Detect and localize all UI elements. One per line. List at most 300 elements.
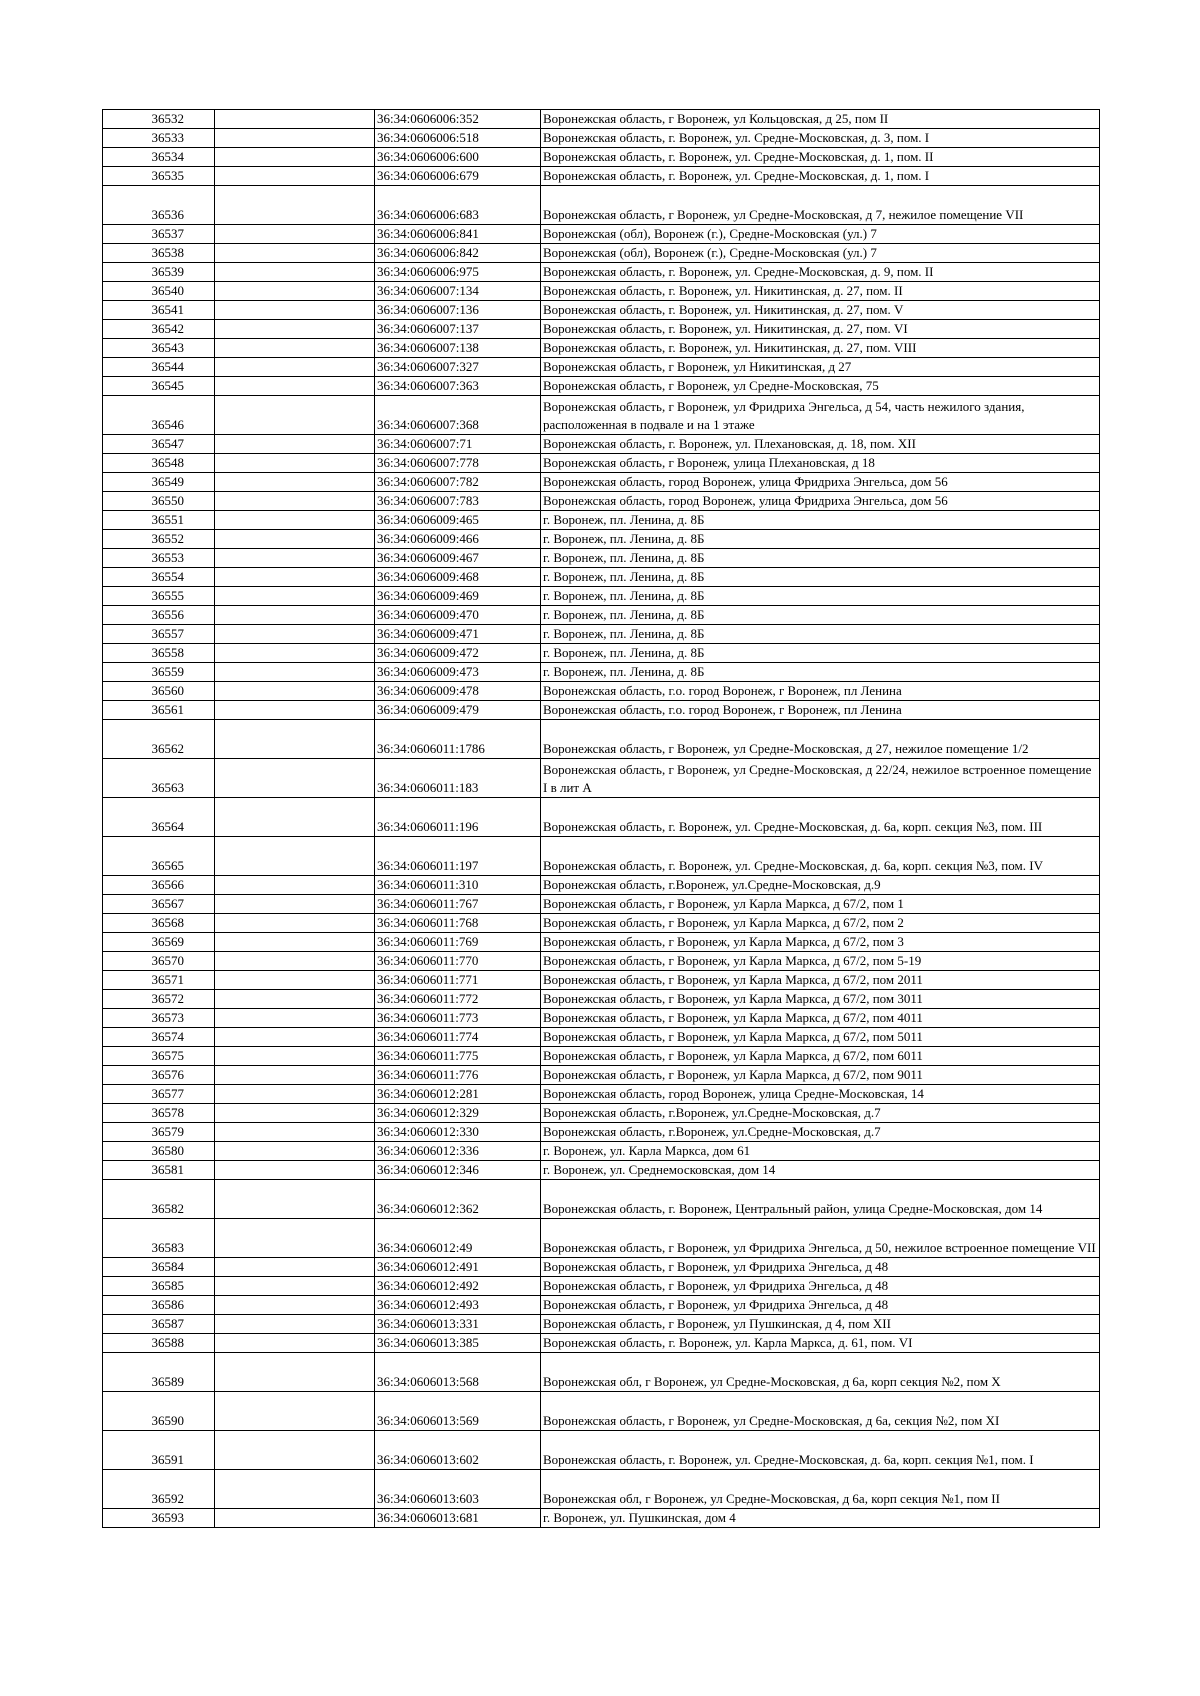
cadastral-number-cell: 36:34:0606009:478 [375,682,541,701]
address-cell: г. Воронеж, пл. Ленина, д. 8Б [541,549,1100,568]
address-cell: Воронежская область, г Воронеж, ул Карла Маркса, д 67/2, пом 3 [541,933,1100,952]
table-row [103,1296,1100,1315]
empty-cell [215,282,375,301]
row-number-cell: 36582 [103,1180,215,1219]
table-row [103,1180,1100,1219]
cadastral-number-cell: 36:34:0606006:975 [375,263,541,282]
row-number-cell: 36561 [103,701,215,720]
empty-cell [215,129,375,148]
table-row [103,1334,1100,1353]
cadastral-number-cell: 36:34:0606012:336 [375,1142,541,1161]
table-row [103,454,1100,473]
row-number-cell: 36550 [103,492,215,511]
table-row [103,644,1100,663]
empty-cell [215,606,375,625]
row-number-cell: 36571 [103,971,215,990]
address-cell: г. Воронеж, ул. Карла Маркса, дом 61 [541,1142,1100,1161]
table-row [103,473,1100,492]
empty-cell [215,244,375,263]
row-number-cell: 36541 [103,301,215,320]
row-number-cell: 36567 [103,895,215,914]
row-number-cell: 36583 [103,1219,215,1258]
address-cell: Воронежская область, г. Воронеж, ул. Никитинская, д. 27, пом. VIII [541,339,1100,358]
cadastral-number-cell: 36:34:0606011:775 [375,1047,541,1066]
row-number-cell: 36540 [103,282,215,301]
cadastral-number-cell: 36:34:0606009:479 [375,701,541,720]
row-number-cell: 36566 [103,876,215,895]
empty-cell [215,1085,375,1104]
table-row [103,895,1100,914]
address-cell: Воронежская область, г. Воронеж, ул. Никитинская, д. 27, пом. II [541,282,1100,301]
address-cell: Воронежская область, г.о. город Воронеж, г Воронеж, пл Ленина [541,701,1100,720]
table-row [103,1104,1100,1123]
cadastral-number-cell: 36:34:0606006:352 [375,110,541,129]
empty-cell [215,511,375,530]
empty-cell [215,1277,375,1296]
address-cell: Воронежская обл, г Воронеж, ул Средне-Московская, д 6а, корп секция №2, пом X [541,1353,1100,1392]
empty-cell [215,990,375,1009]
address-cell: г. Воронеж, пл. Ленина, д. 8Б [541,511,1100,530]
cadastral-number-cell: 36:34:0606006:841 [375,225,541,244]
cadastral-number-cell: 36:34:0606011:767 [375,895,541,914]
row-number-cell: 36546 [103,396,215,435]
row-number-cell: 36555 [103,587,215,606]
cadastral-number-cell: 36:34:0606009:469 [375,587,541,606]
table-row [103,1353,1100,1392]
cadastral-number-cell: 36:34:0606007:327 [375,358,541,377]
row-number-cell: 36564 [103,798,215,837]
empty-cell [215,1123,375,1142]
cadastral-number-cell: 36:34:0606011:772 [375,990,541,1009]
empty-cell [215,225,375,244]
address-cell: Воронежская область, г. Воронеж, ул. Карла Маркса, д. 61, пом. VI [541,1334,1100,1353]
cadastral-number-cell: 36:34:0606007:134 [375,282,541,301]
row-number-cell: 36585 [103,1277,215,1296]
cadastral-number-cell: 36:34:0606011:770 [375,952,541,971]
table-row [103,568,1100,587]
cadastral-number-cell: 36:34:0606013:568 [375,1353,541,1392]
empty-cell [215,1353,375,1392]
address-cell: Воронежская область, г Воронеж, ул Карла Маркса, д 67/2, пом 3011 [541,990,1100,1009]
address-cell: Воронежская область, г. Воронеж, ул. Средне-Московская, д. 3, пом. I [541,129,1100,148]
cadastral-number-cell: 36:34:0606012:492 [375,1277,541,1296]
cadastral-number-cell: 36:34:0606007:778 [375,454,541,473]
cadastral-number-cell: 36:34:0606011:1786 [375,720,541,759]
address-cell: Воронежская область, г Воронеж, ул Средне-Московская, д 7, нежилое помещение VII [541,186,1100,225]
document-page [102,109,1099,1528]
cadastral-number-cell: 36:34:0606009:465 [375,511,541,530]
table-row [103,1009,1100,1028]
address-cell: Воронежская область, г. Воронеж, Центральный район, улица Средне-Московская, дом 14 [541,1180,1100,1219]
cadastral-number-cell: 36:34:0606009:470 [375,606,541,625]
empty-cell [215,759,375,798]
row-number-cell: 36539 [103,263,215,282]
address-cell: Воронежская область, г Воронеж, ул Пушкинская, д 4, пом XII [541,1315,1100,1334]
empty-cell [215,473,375,492]
row-number-cell: 36534 [103,148,215,167]
table-row [103,339,1100,358]
empty-cell [215,1296,375,1315]
cadastral-number-cell: 36:34:0606007:782 [375,473,541,492]
row-number-cell: 36548 [103,454,215,473]
empty-cell [215,1431,375,1470]
empty-cell [215,358,375,377]
row-number-cell: 36563 [103,759,215,798]
address-cell: Воронежская область, г. Воронеж, ул. Средне-Московская, д. 6а, корп. секция №3, пом. IV [541,837,1100,876]
address-cell: Воронежская область, г Воронеж, ул Карла Маркса, д 67/2, пом 2 [541,914,1100,933]
row-number-cell: 36574 [103,1028,215,1047]
cadastral-number-cell: 36:34:0606009:472 [375,644,541,663]
empty-cell [215,1470,375,1509]
address-cell: г. Воронеж, пл. Ленина, д. 8Б [541,625,1100,644]
empty-cell [215,1009,375,1028]
table-row [103,1258,1100,1277]
address-cell: Воронежская область, г. Воронеж, ул. Никитинская, д. 27, пом. VI [541,320,1100,339]
row-number-cell: 36591 [103,1431,215,1470]
empty-cell [215,876,375,895]
row-number-cell: 36581 [103,1161,215,1180]
empty-cell [215,1066,375,1085]
table-row [103,435,1100,454]
address-cell: Воронежская область, г. Воронеж, ул. Никитинская, д. 27, пом. V [541,301,1100,320]
table-row [103,1219,1100,1258]
address-cell: г. Воронеж, пл. Ленина, д. 8Б [541,606,1100,625]
row-number-cell: 36542 [103,320,215,339]
cadastral-number-cell: 36:34:0606011:197 [375,837,541,876]
table-row [103,1028,1100,1047]
row-number-cell: 36551 [103,511,215,530]
address-cell: Воронежская область, г. Воронеж, ул. Средне-Московская, д. 1, пом. II [541,148,1100,167]
row-number-cell: 36568 [103,914,215,933]
table-row [103,110,1100,129]
row-number-cell: 36556 [103,606,215,625]
table-row [103,798,1100,837]
row-number-cell: 36549 [103,473,215,492]
empty-cell [215,1047,375,1066]
cadastral-number-cell: 36:34:0606007:136 [375,301,541,320]
empty-cell [215,339,375,358]
table-row [103,952,1100,971]
address-cell: Воронежская обл, г Воронеж, ул Средне-Московская, д 6а, корп секция №1, пом II [541,1470,1100,1509]
empty-cell [215,1180,375,1219]
cadastral-number-cell: 36:34:0606011:310 [375,876,541,895]
address-cell: Воронежская область, г.о. город Воронеж, г Воронеж, пл Ленина [541,682,1100,701]
row-number-cell: 36552 [103,530,215,549]
property-table-body [103,110,1100,1528]
table-row [103,914,1100,933]
row-number-cell: 36569 [103,933,215,952]
cadastral-number-cell: 36:34:0606011:773 [375,1009,541,1028]
table-row [103,1085,1100,1104]
address-cell: Воронежская область, г. Воронеж, ул. Средне-Московская, д. 6а, корп. секция №1, пом. I [541,1431,1100,1470]
empty-cell [215,895,375,914]
table-row [103,933,1100,952]
row-number-cell: 36593 [103,1509,215,1528]
table-row [103,549,1100,568]
cadastral-number-cell: 36:34:0606011:769 [375,933,541,952]
table-row [103,186,1100,225]
row-number-cell: 36589 [103,1353,215,1392]
empty-cell [215,148,375,167]
address-cell: г. Воронеж, пл. Ленина, д. 8Б [541,663,1100,682]
empty-cell [215,377,375,396]
table-row [103,1142,1100,1161]
address-cell: г. Воронеж, пл. Ленина, д. 8Б [541,530,1100,549]
empty-cell [215,952,375,971]
table-row [103,492,1100,511]
table-row [103,1392,1100,1431]
empty-cell [215,530,375,549]
empty-cell [215,435,375,454]
cadastral-number-cell: 36:34:0606007:783 [375,492,541,511]
empty-cell [215,1142,375,1161]
row-number-cell: 36537 [103,225,215,244]
row-number-cell: 36532 [103,110,215,129]
address-cell: г. Воронеж, пл. Ленина, д. 8Б [541,644,1100,663]
address-cell: Воронежская (обл), Воронеж (г.), Средне-Московская (ул.) 7 [541,244,1100,263]
cadastral-number-cell: 36:34:0606011:768 [375,914,541,933]
address-cell: Воронежская область, г Воронеж, ул Фридриха Энгельса, д 48 [541,1258,1100,1277]
row-number-cell: 36535 [103,167,215,186]
address-cell: Воронежская область, г Воронеж, улица Плехановская, д 18 [541,454,1100,473]
address-cell: Воронежская область, г Воронеж, ул Кольцовская, д 25, пом II [541,110,1100,129]
address-cell: Воронежская область, г Воронеж, ул Средне-Московская, д 27, нежилое помещение 1/2 [541,720,1100,759]
address-cell: Воронежская область, г Воронеж, ул Средне-Московская, 75 [541,377,1100,396]
cadastral-number-cell: 36:34:0606011:774 [375,1028,541,1047]
row-number-cell: 36576 [103,1066,215,1085]
table-row [103,225,1100,244]
address-cell: Воронежская область, город Воронеж, улица Фридриха Энгельса, дом 56 [541,473,1100,492]
address-cell: Воронежская область, г Воронеж, ул Карла Маркса, д 67/2, пом 6011 [541,1047,1100,1066]
table-row [103,990,1100,1009]
table-row [103,282,1100,301]
table-row [103,876,1100,895]
table-row [103,377,1100,396]
address-cell: Воронежская область, г Воронеж, ул Фридриха Энгельса, д 48 [541,1296,1100,1315]
address-cell: г. Воронеж, пл. Ленина, д. 8Б [541,568,1100,587]
table-row [103,301,1100,320]
empty-cell [215,110,375,129]
cadastral-number-cell: 36:34:0606012:346 [375,1161,541,1180]
address-cell: Воронежская область, г.Воронеж, ул.Средне-Московская, д.7 [541,1123,1100,1142]
cadastral-number-cell: 36:34:0606012:49 [375,1219,541,1258]
cadastral-number-cell: 36:34:0606012:491 [375,1258,541,1277]
table-row [103,263,1100,282]
cadastral-number-cell: 36:34:0606006:683 [375,186,541,225]
table-row [103,663,1100,682]
table-row [103,1509,1100,1528]
address-cell: г. Воронеж, ул. Среднемосковская, дом 14 [541,1161,1100,1180]
row-number-cell: 36553 [103,549,215,568]
empty-cell [215,644,375,663]
cadastral-number-cell: 36:34:0606006:842 [375,244,541,263]
row-number-cell: 36592 [103,1470,215,1509]
cadastral-number-cell: 36:34:0606013:331 [375,1315,541,1334]
empty-cell [215,587,375,606]
address-cell: Воронежская область, г Воронеж, ул Карла Маркса, д 67/2, пом 9011 [541,1066,1100,1085]
empty-cell [215,1028,375,1047]
table-row [103,1161,1100,1180]
table-row [103,396,1100,435]
address-cell: г. Воронеж, ул. Пушкинская, дом 4 [541,1509,1100,1528]
table-row [103,530,1100,549]
empty-cell [215,492,375,511]
empty-cell [215,1104,375,1123]
empty-cell [215,396,375,435]
row-number-cell: 36573 [103,1009,215,1028]
row-number-cell: 36584 [103,1258,215,1277]
cadastral-number-cell: 36:34:0606012:281 [375,1085,541,1104]
row-number-cell: 36577 [103,1085,215,1104]
row-number-cell: 36579 [103,1123,215,1142]
address-cell: Воронежская область, г.Воронеж, ул.Средне-Московская, д.9 [541,876,1100,895]
row-number-cell: 36558 [103,644,215,663]
row-number-cell: 36575 [103,1047,215,1066]
row-number-cell: 36580 [103,1142,215,1161]
row-number-cell: 36544 [103,358,215,377]
cadastral-number-cell: 36:34:0606013:569 [375,1392,541,1431]
empty-cell [215,1334,375,1353]
table-row [103,129,1100,148]
table-row [103,837,1100,876]
cadastral-number-cell: 36:34:0606012:329 [375,1104,541,1123]
address-cell: Воронежская область, г Воронеж, ул Средне-Московская, д 22/24, нежилое встроенное помещение I в лит А [541,759,1100,798]
cadastral-number-cell: 36:34:0606013:603 [375,1470,541,1509]
empty-cell [215,320,375,339]
table-row [103,1277,1100,1296]
row-number-cell: 36543 [103,339,215,358]
address-cell: Воронежская область, г Воронеж, ул Карла Маркса, д 67/2, пом 1 [541,895,1100,914]
table-row [103,720,1100,759]
empty-cell [215,568,375,587]
row-number-cell: 36587 [103,1315,215,1334]
row-number-cell: 36538 [103,244,215,263]
table-row [103,148,1100,167]
empty-cell [215,701,375,720]
empty-cell [215,1509,375,1528]
empty-cell [215,663,375,682]
address-cell: Воронежская область, г. Воронеж, ул. Средне-Московская, д. 9, пом. II [541,263,1100,282]
cadastral-number-cell: 36:34:0606011:771 [375,971,541,990]
cadastral-number-cell: 36:34:0606013:385 [375,1334,541,1353]
cadastral-number-cell: 36:34:0606009:467 [375,549,541,568]
address-cell: Воронежская область, г Воронеж, ул Никитинская, д 27 [541,358,1100,377]
table-row [103,759,1100,798]
empty-cell [215,454,375,473]
address-cell: Воронежская область, г Воронеж, ул Карла Маркса, д 67/2, пом 4011 [541,1009,1100,1028]
empty-cell [215,682,375,701]
row-number-cell: 36533 [103,129,215,148]
table-row [103,701,1100,720]
empty-cell [215,549,375,568]
cadastral-number-cell: 36:34:0606007:71 [375,435,541,454]
row-number-cell: 36570 [103,952,215,971]
table-row [103,625,1100,644]
cadastral-number-cell: 36:34:0606011:776 [375,1066,541,1085]
table-row [103,587,1100,606]
cadastral-number-cell: 36:34:0606009:466 [375,530,541,549]
address-cell: Воронежская (обл), Воронеж (г.), Средне-Московская (ул.) 7 [541,225,1100,244]
empty-cell [215,837,375,876]
address-cell: Воронежская область, г Воронеж, ул Фридриха Энгельса, д 54, часть нежилого здания, расположенная в подвале и на 1 этаже [541,396,1100,435]
table-row [103,320,1100,339]
cadastral-number-cell: 36:34:0606007:368 [375,396,541,435]
address-cell: Воронежская область, г. Воронеж, ул. Средне-Московская, д. 6а, корп. секция №3, пом. III [541,798,1100,837]
address-cell: Воронежская область, г Воронеж, ул Карла Маркса, д 67/2, пом 5-19 [541,952,1100,971]
row-number-cell: 36578 [103,1104,215,1123]
empty-cell [215,1315,375,1334]
empty-cell [215,971,375,990]
table-row [103,971,1100,990]
row-number-cell: 36554 [103,568,215,587]
table-row [103,1123,1100,1142]
empty-cell [215,914,375,933]
table-row [103,1470,1100,1509]
address-cell: Воронежская область, г Воронеж, ул Фридриха Энгельса, д 50, нежилое встроенное помещение VII [541,1219,1100,1258]
cadastral-number-cell: 36:34:0606013:602 [375,1431,541,1470]
address-cell: Воронежская область, г. Воронеж, ул. Плехановская, д. 18, пом. XII [541,435,1100,454]
empty-cell [215,263,375,282]
cadastral-number-cell: 36:34:0606011:183 [375,759,541,798]
table-row [103,167,1100,186]
cadastral-number-cell: 36:34:0606007:138 [375,339,541,358]
table-row [103,244,1100,263]
cadastral-number-cell: 36:34:0606006:679 [375,167,541,186]
row-number-cell: 36559 [103,663,215,682]
table-row [103,606,1100,625]
table-row [103,1315,1100,1334]
empty-cell [215,301,375,320]
row-number-cell: 36565 [103,837,215,876]
row-number-cell: 36572 [103,990,215,1009]
address-cell: Воронежская область, город Воронеж, улица Фридриха Энгельса, дом 56 [541,492,1100,511]
row-number-cell: 36588 [103,1334,215,1353]
row-number-cell: 36547 [103,435,215,454]
address-cell: Воронежская область, г Воронеж, ул Фридриха Энгельса, д 48 [541,1277,1100,1296]
empty-cell [215,1258,375,1277]
cadastral-number-cell: 36:34:0606011:196 [375,798,541,837]
address-cell: Воронежская область, г. Воронеж, ул. Средне-Московская, д. 1, пом. I [541,167,1100,186]
address-cell: Воронежская область, г Воронеж, ул Карла Маркса, д 67/2, пом 2011 [541,971,1100,990]
row-number-cell: 36536 [103,186,215,225]
cadastral-number-cell: 36:34:0606009:471 [375,625,541,644]
cadastral-number-cell: 36:34:0606009:473 [375,663,541,682]
address-cell: Воронежская область, город Воронеж, улица Средне-Московская, 14 [541,1085,1100,1104]
cadastral-number-cell: 36:34:0606012:362 [375,1180,541,1219]
cadastral-number-cell: 36:34:0606006:600 [375,148,541,167]
empty-cell [215,1161,375,1180]
row-number-cell: 36586 [103,1296,215,1315]
table-row [103,1066,1100,1085]
table-row [103,1047,1100,1066]
table-row [103,682,1100,701]
empty-cell [215,186,375,225]
empty-cell [215,167,375,186]
empty-cell [215,720,375,759]
empty-cell [215,1392,375,1431]
address-cell: Воронежская область, г.Воронеж, ул.Средне-Московская, д.7 [541,1104,1100,1123]
address-cell: г. Воронеж, пл. Ленина, д. 8Б [541,587,1100,606]
row-number-cell: 36557 [103,625,215,644]
cadastral-number-cell: 36:34:0606007:363 [375,377,541,396]
empty-cell [215,798,375,837]
cadastral-number-cell: 36:34:0606013:681 [375,1509,541,1528]
empty-cell [215,625,375,644]
table-row [103,358,1100,377]
row-number-cell: 36545 [103,377,215,396]
address-cell: Воронежская область, г Воронеж, ул Карла Маркса, д 67/2, пом 5011 [541,1028,1100,1047]
cadastral-number-cell: 36:34:0606009:468 [375,568,541,587]
